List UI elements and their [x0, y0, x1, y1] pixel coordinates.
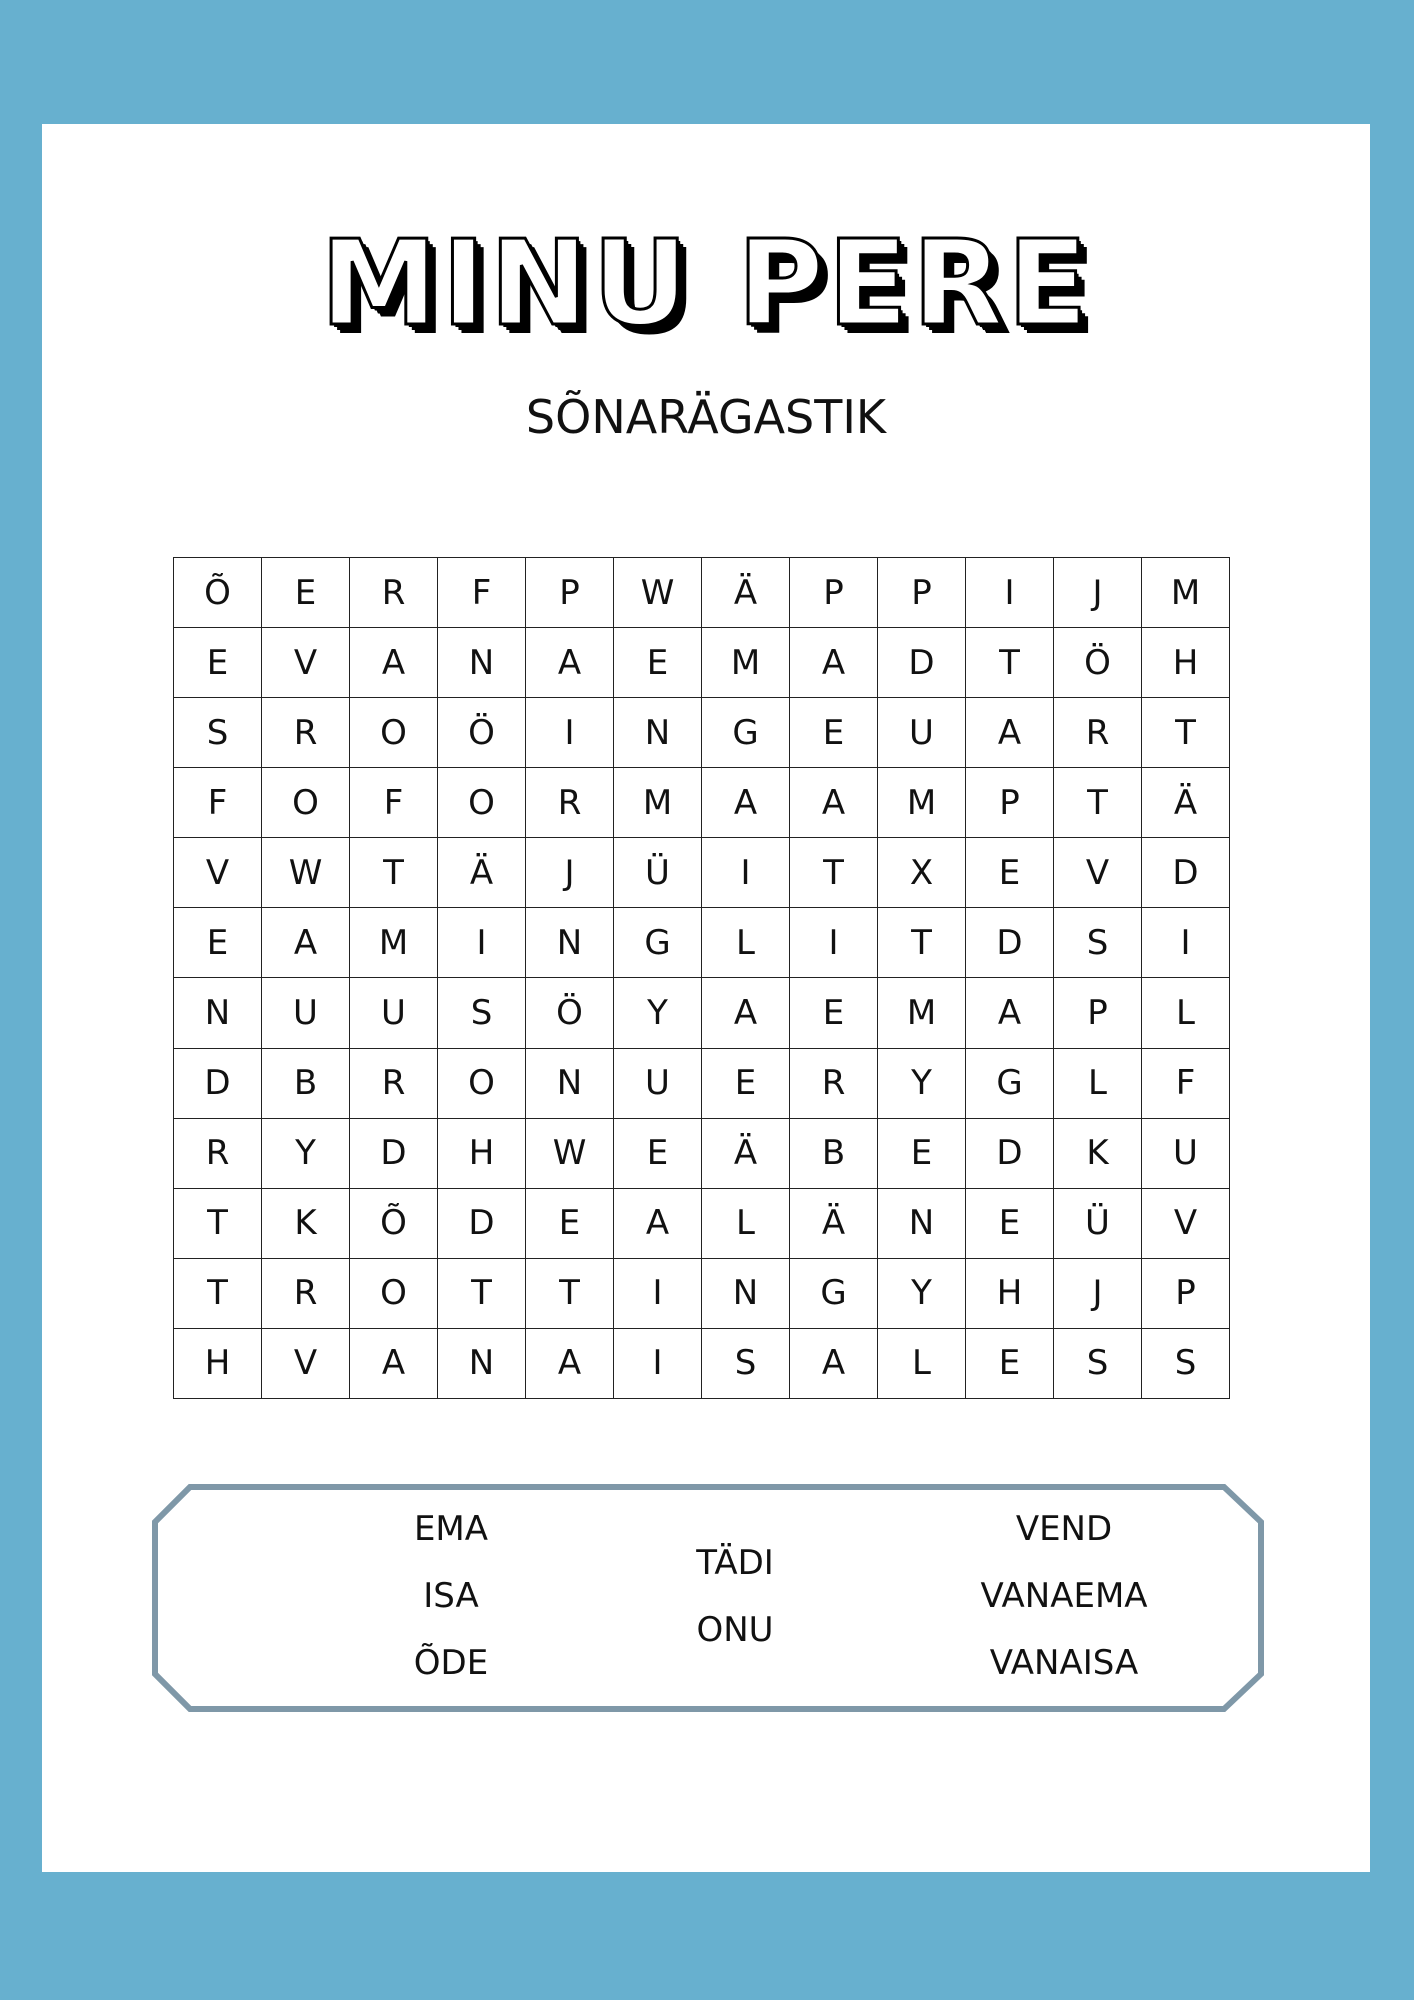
grid-cell[interactable]: S — [438, 978, 526, 1048]
word-list-box — [152, 1484, 1264, 1712]
grid-cell[interactable]: U — [614, 1048, 702, 1118]
grid-cell[interactable]: F — [438, 558, 526, 628]
grid-row — [174, 908, 1230, 978]
grid-cell[interactable]: F — [350, 768, 438, 838]
grid-cell[interactable]: T — [790, 838, 878, 908]
grid-cell[interactable]: I — [614, 1258, 702, 1328]
grid-cell[interactable]: Ä — [790, 1188, 878, 1258]
word-item: VANAISA — [989, 1643, 1139, 1683]
grid-cell[interactable]: I — [1142, 908, 1230, 978]
grid-cell[interactable]: N — [878, 1188, 966, 1258]
grid-cell[interactable]: F — [1142, 1048, 1230, 1118]
grid-cell[interactable]: E — [966, 1188, 1054, 1258]
grid-cell[interactable]: A — [966, 698, 1054, 768]
page-subtitle: SÕNARÄGASTIK — [525, 390, 887, 444]
grid-cell[interactable]: M — [1142, 558, 1230, 628]
grid-cell[interactable]: V — [262, 1328, 350, 1398]
grid-cell[interactable]: A — [790, 768, 878, 838]
word-item: EMA — [413, 1509, 489, 1549]
grid-row — [174, 1048, 1230, 1118]
grid-cell[interactable]: V — [1054, 838, 1142, 908]
grid-cell[interactable]: L — [1142, 978, 1230, 1048]
grid-cell[interactable]: T — [1142, 698, 1230, 768]
grid-row — [174, 1188, 1230, 1258]
grid-cell[interactable]: O — [350, 698, 438, 768]
grid-cell[interactable]: S — [1142, 1328, 1230, 1398]
grid-cell[interactable]: D — [438, 1188, 526, 1258]
grid-cell[interactable]: P — [790, 558, 878, 628]
grid-cell[interactable]: M — [350, 908, 438, 978]
grid-cell[interactable]: P — [966, 768, 1054, 838]
grid-cell[interactable]: Ö — [1054, 628, 1142, 698]
grid-row — [174, 1118, 1230, 1188]
grid-cell[interactable]: A — [614, 1188, 702, 1258]
grid-row — [174, 698, 1230, 768]
grid-cell[interactable]: A — [262, 908, 350, 978]
grid-cell[interactable]: N — [438, 628, 526, 698]
grid-cell[interactable]: L — [1054, 1048, 1142, 1118]
grid-cell[interactable]: T — [174, 1188, 262, 1258]
grid-cell[interactable]: M — [702, 628, 790, 698]
grid-cell[interactable]: W — [262, 838, 350, 908]
word-item: VEND — [1015, 1509, 1113, 1549]
grid-cell[interactable]: T — [1054, 768, 1142, 838]
page-title: MINU PERE — [320, 214, 1092, 352]
grid-cell[interactable]: D — [1142, 838, 1230, 908]
grid-cell[interactable]: A — [702, 978, 790, 1048]
grid-cell[interactable]: R — [350, 558, 438, 628]
grid-cell[interactable]: V — [1142, 1188, 1230, 1258]
grid-cell[interactable]: A — [702, 768, 790, 838]
grid-cell[interactable]: Õ — [174, 558, 262, 628]
grid-cell[interactable]: S — [174, 698, 262, 768]
grid-cell[interactable]: E — [790, 698, 878, 768]
grid-cell[interactable]: A — [526, 628, 614, 698]
grid-cell[interactable]: F — [174, 768, 262, 838]
grid-cell[interactable]: O — [438, 768, 526, 838]
grid-cell[interactable]: E — [262, 558, 350, 628]
grid-cell[interactable]: Õ — [350, 1188, 438, 1258]
grid-cell[interactable]: Ä — [702, 1118, 790, 1188]
grid-cell[interactable]: I — [526, 698, 614, 768]
grid-cell[interactable]: A — [526, 1328, 614, 1398]
grid-cell[interactable]: P — [878, 558, 966, 628]
grid-cell[interactable]: N — [526, 1048, 614, 1118]
grid-cell[interactable]: N — [438, 1328, 526, 1398]
grid-cell[interactable]: S — [1054, 1328, 1142, 1398]
grid-cell[interactable]: I — [614, 1328, 702, 1398]
grid-row — [174, 558, 1230, 628]
grid-cell[interactable]: Ö — [526, 978, 614, 1048]
word-item: ISA — [423, 1576, 479, 1616]
grid-cell[interactable]: E — [966, 1328, 1054, 1398]
grid-cell[interactable]: N — [614, 698, 702, 768]
word-item: ÕDE — [413, 1643, 489, 1683]
grid-cell[interactable]: I — [966, 558, 1054, 628]
grid-cell[interactable]: D — [174, 1048, 262, 1118]
grid-cell[interactable]: N — [702, 1258, 790, 1328]
grid-row — [174, 838, 1230, 908]
grid-cell[interactable]: E — [966, 838, 1054, 908]
grid-row — [174, 628, 1230, 698]
grid-cell[interactable]: N — [526, 908, 614, 978]
grid-cell[interactable]: S — [702, 1328, 790, 1398]
grid-cell[interactable]: D — [878, 628, 966, 698]
grid-row — [174, 768, 1230, 838]
grid-cell[interactable]: E — [174, 908, 262, 978]
grid-cell[interactable]: Y — [878, 1258, 966, 1328]
grid-cell[interactable]: U — [1142, 1118, 1230, 1188]
grid-cell[interactable]: B — [262, 1048, 350, 1118]
grid-cell[interactable]: E — [526, 1188, 614, 1258]
grid-cell[interactable]: R — [174, 1118, 262, 1188]
worksheet-page — [42, 124, 1370, 1872]
grid-cell[interactable]: R — [262, 1258, 350, 1328]
grid-cell[interactable]: D — [966, 1118, 1054, 1188]
grid-cell[interactable]: T — [438, 1258, 526, 1328]
grid-cell[interactable]: U — [350, 978, 438, 1048]
grid-cell[interactable]: T — [350, 838, 438, 908]
grid-cell[interactable]: A — [350, 1328, 438, 1398]
grid-cell[interactable]: E — [174, 628, 262, 698]
grid-cell[interactable]: A — [350, 628, 438, 698]
grid-cell[interactable]: Y — [614, 978, 702, 1048]
grid-cell[interactable]: U — [878, 698, 966, 768]
grid-cell[interactable]: X — [878, 838, 966, 908]
grid-cell[interactable]: O — [262, 768, 350, 838]
grid-cell[interactable]: T — [878, 908, 966, 978]
grid-cell[interactable]: R — [790, 1048, 878, 1118]
grid-cell[interactable]: A — [790, 1328, 878, 1398]
grid-cell[interactable]: G — [790, 1258, 878, 1328]
grid-cell[interactable]: Ö — [438, 698, 526, 768]
grid-cell[interactable]: O — [350, 1258, 438, 1328]
grid-cell[interactable]: O — [438, 1048, 526, 1118]
grid-cell[interactable]: P — [526, 558, 614, 628]
grid-cell[interactable]: W — [526, 1118, 614, 1188]
grid-cell[interactable]: R — [526, 768, 614, 838]
grid-cell[interactable]: U — [262, 978, 350, 1048]
grid-cell[interactable]: T — [966, 628, 1054, 698]
grid-cell[interactable]: R — [1054, 698, 1142, 768]
grid-cell[interactable]: Y — [262, 1118, 350, 1188]
grid-cell[interactable]: Ä — [702, 558, 790, 628]
grid-cell[interactable]: J — [526, 838, 614, 908]
grid-cell[interactable]: V — [174, 838, 262, 908]
grid-cell[interactable]: Ü — [614, 838, 702, 908]
grid-cell[interactable]: R — [350, 1048, 438, 1118]
grid-cell[interactable]: G — [966, 1048, 1054, 1118]
grid-cell[interactable]: L — [878, 1328, 966, 1398]
grid-cell[interactable]: H — [438, 1118, 526, 1188]
grid-cell[interactable]: P — [1054, 978, 1142, 1048]
grid-cell[interactable]: V — [262, 628, 350, 698]
grid-cell[interactable]: E — [614, 1118, 702, 1188]
grid-cell[interactable]: S — [1054, 908, 1142, 978]
grid-cell[interactable]: L — [702, 908, 790, 978]
grid-cell[interactable]: P — [1142, 1258, 1230, 1328]
grid-cell[interactable]: E — [614, 628, 702, 698]
grid-cell[interactable]: I — [438, 908, 526, 978]
grid-cell[interactable]: T — [526, 1258, 614, 1328]
grid-cell[interactable]: H — [966, 1258, 1054, 1328]
grid-cell[interactable]: A — [790, 628, 878, 698]
grid-cell[interactable]: Ä — [438, 838, 526, 908]
grid-cell[interactable]: J — [1054, 558, 1142, 628]
word-item: VANAEMA — [980, 1576, 1148, 1616]
grid-cell[interactable]: Y — [878, 1048, 966, 1118]
grid-cell[interactable]: W — [614, 558, 702, 628]
grid-cell[interactable]: H — [174, 1328, 262, 1398]
grid-cell[interactable]: I — [790, 908, 878, 978]
grid-cell[interactable]: Ä — [1142, 768, 1230, 838]
grid-row — [174, 978, 1230, 1048]
grid-cell[interactable]: R — [262, 698, 350, 768]
grid-cell[interactable]: D — [966, 908, 1054, 978]
word-item: ONU — [696, 1610, 774, 1650]
word-search-grid — [173, 557, 1230, 1399]
grid-cell[interactable]: H — [1142, 628, 1230, 698]
grid-cell[interactable]: M — [878, 768, 966, 838]
grid-cell[interactable]: E — [878, 1118, 966, 1188]
grid-row — [174, 1258, 1230, 1328]
grid-row — [174, 1328, 1230, 1398]
grid-cell[interactable]: Ü — [1054, 1188, 1142, 1258]
grid-cell[interactable]: D — [350, 1118, 438, 1188]
word-item: TÄDI — [696, 1543, 774, 1583]
grid-cell[interactable]: T — [174, 1258, 262, 1328]
grid-cell[interactable]: A — [966, 978, 1054, 1048]
grid-cell[interactable]: M — [614, 768, 702, 838]
grid-cell[interactable]: K — [1054, 1118, 1142, 1188]
grid-cell[interactable]: E — [790, 978, 878, 1048]
grid-cell[interactable]: G — [614, 908, 702, 978]
grid-cell[interactable]: E — [702, 1048, 790, 1118]
grid-cell[interactable]: K — [262, 1188, 350, 1258]
grid-cell[interactable]: N — [174, 978, 262, 1048]
grid-cell[interactable]: G — [702, 698, 790, 768]
grid-cell[interactable]: B — [790, 1118, 878, 1188]
grid-cell[interactable]: L — [702, 1188, 790, 1258]
grid-cell[interactable]: M — [878, 978, 966, 1048]
grid-cell[interactable]: I — [702, 838, 790, 908]
grid-cell[interactable]: J — [1054, 1258, 1142, 1328]
